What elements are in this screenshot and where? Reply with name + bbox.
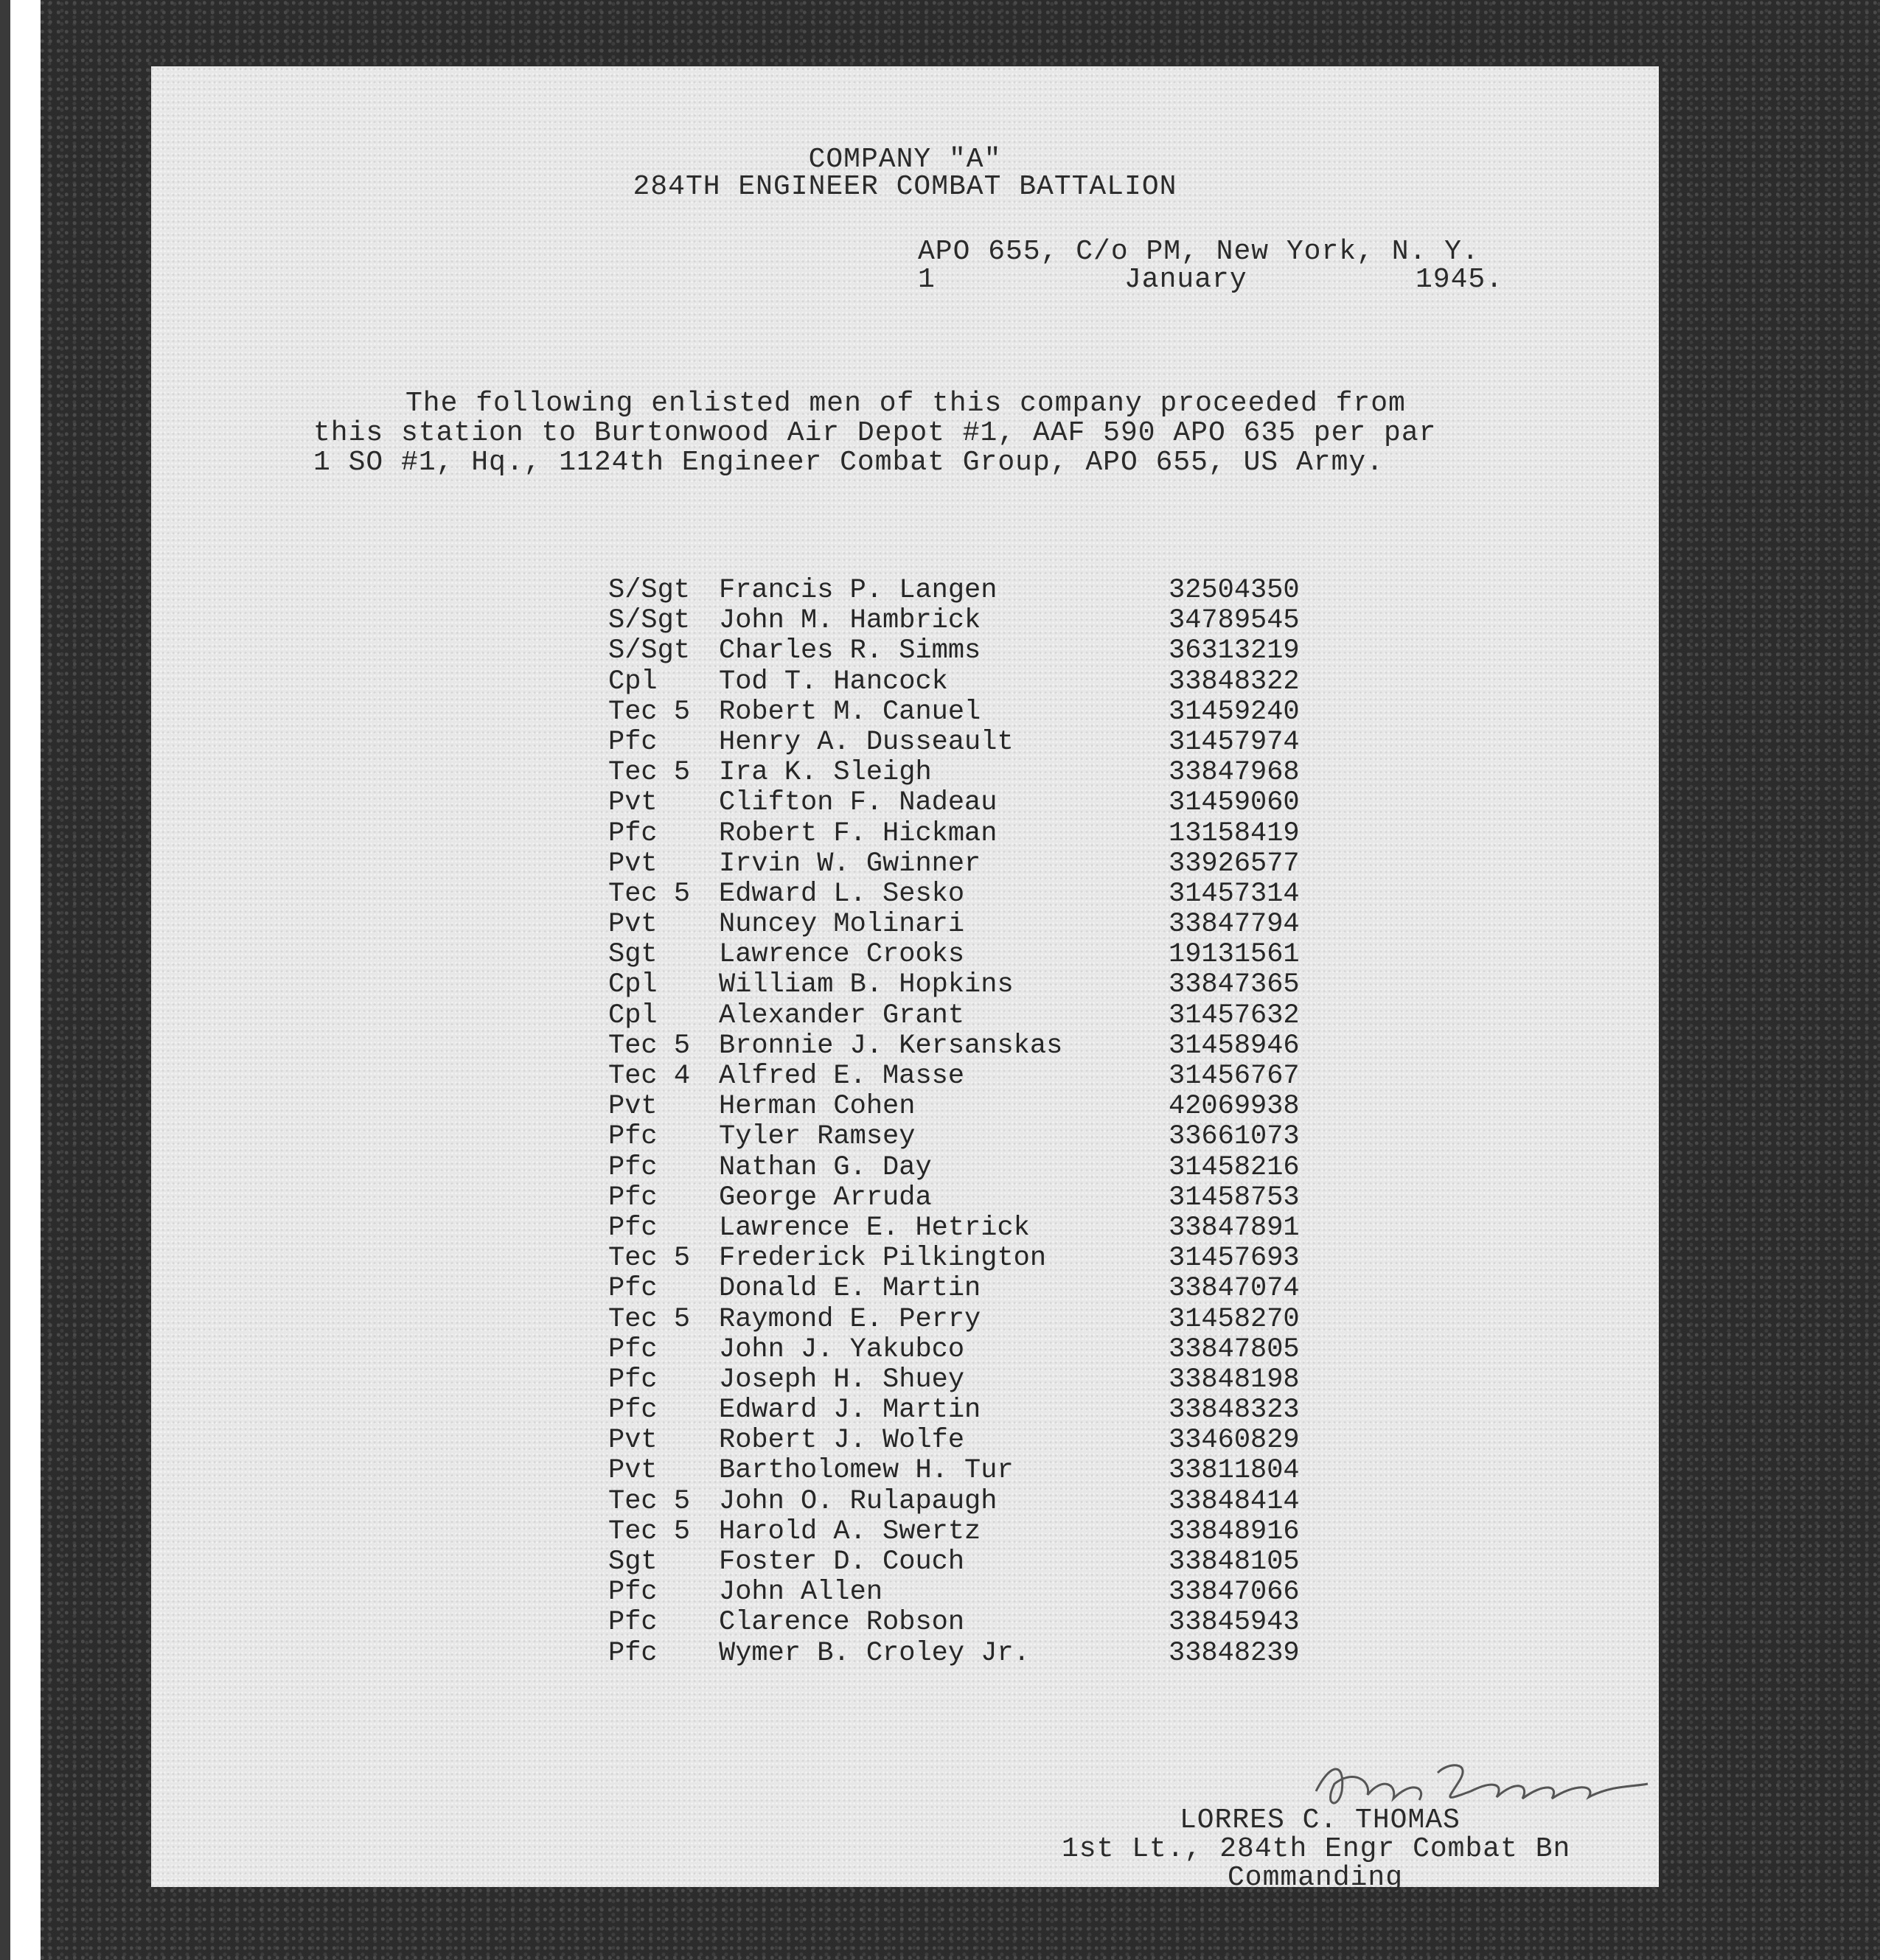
roster-rank: Pfc <box>608 726 658 758</box>
roster-name: Frederick Pilkington <box>719 1243 1047 1274</box>
roster-serial: 33848239 <box>1169 1637 1300 1669</box>
roster-row <box>608 1395 1493 1425</box>
roster-rank: Pvt <box>608 1455 658 1487</box>
roster-row <box>608 879 1493 909</box>
roster-rank: Tec 5 <box>608 757 691 789</box>
roster-serial: 31457693 <box>1169 1243 1300 1274</box>
roster-rank: Tec 5 <box>608 1030 691 1061</box>
roster-list <box>608 575 1493 1668</box>
roster-serial: 33811804 <box>1169 1455 1300 1487</box>
roster-serial: 33848198 <box>1169 1364 1300 1395</box>
roster-rank: Pfc <box>608 1212 658 1244</box>
roster-row <box>608 969 1493 1000</box>
roster-rank: Tec 5 <box>608 696 691 728</box>
roster-serial: 31458216 <box>1169 1151 1300 1183</box>
roster-rank: S/Sgt <box>608 635 691 667</box>
roster-name: Clarence Robson <box>719 1607 965 1639</box>
battalion-heading: 284TH ENGINEER COMBAT BATTALION <box>633 171 1177 203</box>
body-paragraph-line-1: The following enlisted men of this company proceeded from <box>405 388 1406 419</box>
roster-serial: 33847805 <box>1169 1333 1300 1365</box>
roster-name: Lawrence E. Hetrick <box>719 1212 1030 1244</box>
roster-rank: Pfc <box>608 1607 658 1639</box>
roster-serial: 32504350 <box>1169 575 1300 606</box>
roster-rank: Cpl <box>608 666 658 697</box>
roster-serial: 33847968 <box>1169 757 1300 789</box>
roster-rank: Pfc <box>608 1637 658 1669</box>
roster-serial: 33847794 <box>1169 909 1300 941</box>
roster-name: Tyler Ramsey <box>719 1121 916 1153</box>
date-month: January <box>1124 264 1247 296</box>
roster-serial: 33847365 <box>1169 969 1300 1001</box>
roster-rank: Tec 5 <box>608 1485 691 1517</box>
roster-row <box>608 1061 1493 1091</box>
roster-serial: 31457314 <box>1169 878 1300 910</box>
body-paragraph-line-3: 1 SO #1, Hq., 1124th Engineer Combat Group, APO 655, US Army. <box>313 447 1385 478</box>
roster-row <box>608 1516 1493 1546</box>
roster-serial: 33847074 <box>1169 1273 1300 1305</box>
roster-name: Herman Cohen <box>719 1091 916 1123</box>
roster-row <box>608 1000 1493 1030</box>
roster-name: Lawrence Crooks <box>719 939 965 971</box>
roster-rank: Pvt <box>608 1425 658 1457</box>
roster-serial: 36313219 <box>1169 635 1300 667</box>
roster-row <box>608 605 1493 635</box>
roster-rank: Pvt <box>608 909 658 941</box>
signer-name: LORRES C. THOMAS <box>1180 1804 1461 1836</box>
roster-row <box>608 1334 1493 1364</box>
roster-name: Nathan G. Day <box>719 1151 932 1183</box>
roster-rank: Pfc <box>608 1364 658 1395</box>
roster-serial: 19131561 <box>1169 939 1300 971</box>
roster-name: Raymond E. Perry <box>719 1303 981 1335</box>
roster-row <box>608 697 1493 727</box>
roster-rank: Pvt <box>608 787 658 819</box>
roster-serial: 33460829 <box>1169 1425 1300 1457</box>
roster-serial: 31458753 <box>1169 1182 1300 1213</box>
roster-rank: Pvt <box>608 848 658 879</box>
roster-rank: Tec 5 <box>608 1243 691 1274</box>
roster-rank: Sgt <box>608 939 658 971</box>
roster-serial: 33848414 <box>1169 1485 1300 1517</box>
roster-row <box>608 1152 1493 1182</box>
roster-row <box>608 818 1493 848</box>
roster-name: Alfred E. Masse <box>719 1061 965 1092</box>
roster-rank: Pvt <box>608 1091 658 1123</box>
roster-name: Irvin W. Gwinner <box>719 848 981 879</box>
roster-row <box>608 635 1493 666</box>
company-heading: COMPANY "A" <box>808 144 1002 175</box>
signer-title: 1st Lt., 284th Engr Combat Bn <box>1062 1833 1571 1865</box>
roster-row <box>608 1546 1493 1577</box>
roster-row <box>608 575 1493 605</box>
roster-row <box>608 1577 1493 1607</box>
roster-name: Bronnie J. Kersanskas <box>719 1030 1063 1061</box>
roster-serial: 33661073 <box>1169 1121 1300 1153</box>
roster-rank: Sgt <box>608 1546 658 1577</box>
roster-serial: 33848323 <box>1169 1395 1300 1426</box>
roster-serial: 31457974 <box>1169 726 1300 758</box>
roster-name: John O. Rulapaugh <box>719 1485 998 1517</box>
roster-rank: S/Sgt <box>608 575 691 606</box>
roster-row <box>608 1638 1493 1668</box>
roster-name: Edward J. Martin <box>719 1395 981 1426</box>
roster-rank: Cpl <box>608 969 658 1001</box>
roster-name: George Arruda <box>719 1182 932 1213</box>
roster-row <box>608 939 1493 969</box>
roster-name: William B. Hopkins <box>719 969 1014 1001</box>
roster-rank: Pfc <box>608 817 658 849</box>
roster-rank: Tec 5 <box>608 1303 691 1335</box>
roster-serial: 13158419 <box>1169 817 1300 849</box>
roster-row <box>608 848 1493 879</box>
roster-row <box>608 1182 1493 1213</box>
roster-rank: Pfc <box>608 1182 658 1213</box>
roster-name: Alexander Grant <box>719 1000 965 1031</box>
roster-row <box>608 1121 1493 1151</box>
body-paragraph-line-2: this station to Burtonwood Air Depot #1, AAF 590 APO 635 per par <box>313 417 1437 449</box>
roster-name: Nuncey Molinari <box>719 909 965 941</box>
roster-serial: 33926577 <box>1169 848 1300 879</box>
roster-serial: 31459240 <box>1169 696 1300 728</box>
roster-name: Edward L. Sesko <box>719 878 965 910</box>
roster-serial: 31456767 <box>1169 1061 1300 1092</box>
roster-row <box>608 1304 1493 1334</box>
roster-serial: 33847066 <box>1169 1577 1300 1608</box>
roster-name: Clifton F. Nadeau <box>719 787 998 819</box>
roster-rank: Tec 4 <box>608 1061 691 1092</box>
roster-serial: 33847891 <box>1169 1212 1300 1244</box>
roster-name: Robert M. Canuel <box>719 696 981 728</box>
roster-row <box>608 787 1493 817</box>
roster-row <box>608 1486 1493 1516</box>
roster-name: Tod T. Hancock <box>719 666 948 697</box>
apo-address: APO 655, C/o PM, New York, N. Y. <box>918 236 1480 268</box>
roster-row <box>608 757 1493 787</box>
roster-rank: Cpl <box>608 1000 658 1031</box>
roster-name: Francis P. Langen <box>719 575 998 606</box>
roster-name: Donald E. Martin <box>719 1273 981 1305</box>
roster-name: Joseph H. Shuey <box>719 1364 965 1395</box>
roster-serial: 33845943 <box>1169 1607 1300 1639</box>
roster-row <box>608 1273 1493 1303</box>
date-day: 1 <box>918 264 936 296</box>
roster-row <box>608 1607 1493 1637</box>
roster-serial: 33848105 <box>1169 1546 1300 1577</box>
roster-rank: S/Sgt <box>608 605 691 637</box>
roster-name: Wymer B. Croley Jr. <box>719 1637 1030 1669</box>
roster-row <box>608 1425 1493 1455</box>
roster-serial: 34789545 <box>1169 605 1300 637</box>
roster-row <box>608 1243 1493 1273</box>
roster-row <box>608 1213 1493 1243</box>
roster-serial: 42069938 <box>1169 1091 1300 1123</box>
roster-name: Ira K. Sleigh <box>719 757 932 789</box>
scan-left-edge <box>0 0 10 1960</box>
roster-row <box>608 1455 1493 1485</box>
roster-name: John Allen <box>719 1577 883 1608</box>
roster-row <box>608 1030 1493 1061</box>
roster-rank: Tec 5 <box>608 1516 691 1547</box>
roster-serial: 31457632 <box>1169 1000 1300 1031</box>
roster-rank: Pfc <box>608 1395 658 1426</box>
date-year: 1945. <box>1416 264 1504 296</box>
roster-serial: 31459060 <box>1169 787 1300 819</box>
roster-serial: 31458270 <box>1169 1303 1300 1335</box>
roster-row <box>608 1091 1493 1121</box>
roster-row <box>608 909 1493 939</box>
roster-rank: Tec 5 <box>608 878 691 910</box>
roster-name: Robert J. Wolfe <box>719 1425 965 1457</box>
roster-serial: 31458946 <box>1169 1030 1300 1061</box>
roster-name: Robert F. Hickman <box>719 817 998 849</box>
roster-rank: Pfc <box>608 1273 658 1305</box>
document-page <box>151 66 1659 1894</box>
roster-name: John M. Hambrick <box>719 605 981 637</box>
roster-name: Henry A. Dusseault <box>719 726 1014 758</box>
roster-row <box>608 727 1493 757</box>
roster-name: Charles R. Simms <box>719 635 981 667</box>
roster-name: Harold A. Swertz <box>719 1516 981 1547</box>
roster-rank: Pfc <box>608 1151 658 1183</box>
signer-role: Commanding <box>1228 1862 1404 1894</box>
roster-row <box>608 1364 1493 1395</box>
roster-rank: Pfc <box>608 1333 658 1365</box>
roster-name: John J. Yakubco <box>719 1333 965 1365</box>
roster-serial: 33848322 <box>1169 666 1300 697</box>
roster-name: Bartholomew H. Tur <box>719 1455 1014 1487</box>
roster-row <box>608 666 1493 697</box>
roster-name: Foster D. Couch <box>719 1546 965 1577</box>
roster-rank: Pfc <box>608 1121 658 1153</box>
roster-serial: 33848916 <box>1169 1516 1300 1547</box>
roster-rank: Pfc <box>608 1577 658 1608</box>
